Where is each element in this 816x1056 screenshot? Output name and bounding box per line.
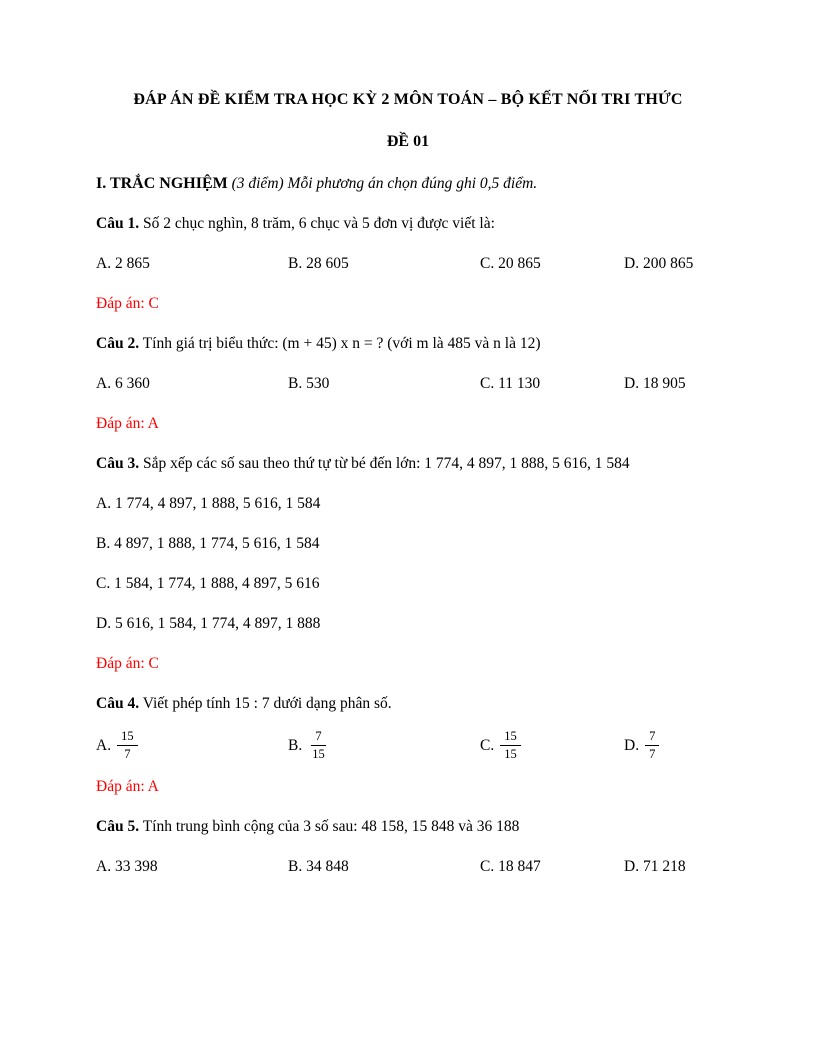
question-5-option-d — [624, 857, 720, 877]
option-key: B. — [288, 255, 303, 272]
question-4-stem: Viết phép tính 15 : 7 dưới dạng phân số. — [142, 695, 392, 712]
section-note: (3 điểm) Mỗi phương án chọn đúng ghi 0,5 điểm. — [231, 175, 538, 192]
option-key: A. — [96, 858, 112, 875]
option-text: 6 360 — [114, 375, 150, 392]
fraction-denominator: 15 — [312, 747, 325, 761]
option-text: 4 897, 1 888, 1 774, 5 616, 1 584 — [114, 535, 320, 552]
fraction-numerator: 15 — [500, 729, 521, 746]
question-1-option-b — [288, 254, 480, 274]
question-3-label: Câu 3. — [96, 455, 140, 472]
question-3-option-a — [96, 494, 720, 514]
option-key: C. — [480, 255, 495, 272]
fraction — [500, 729, 521, 762]
fraction — [645, 729, 659, 762]
option-key: A. — [96, 375, 112, 392]
question-3-options — [96, 494, 720, 634]
option-text: 18 905 — [642, 375, 686, 392]
question-4-answer: Đáp án: A — [96, 778, 159, 795]
option-text: 33 398 — [114, 858, 158, 875]
question-1-stem: Số 2 chục nghìn, 8 trăm, 6 chục và 5 đơn vị được viết là: — [142, 215, 495, 232]
section-heading: I. TRẮC NGHIỆM — [96, 175, 228, 192]
option-text: 11 130 — [498, 375, 541, 392]
question-4-options — [96, 730, 720, 763]
option-text: 530 — [306, 375, 330, 392]
question-1-answer: Đáp án: C — [96, 295, 159, 312]
question-4-text — [96, 694, 720, 714]
option-key: D. — [624, 255, 640, 272]
option-text: 34 848 — [306, 858, 349, 875]
fraction — [308, 729, 329, 762]
option-key: C. — [480, 858, 495, 875]
question-5-text — [96, 817, 720, 837]
question-3-stem: Sắp xếp các số sau theo thứ tự từ bé đến lớn: 1 774, 4 897, 1 888, 5 616, 1 584 — [142, 455, 630, 472]
option-text: 2 865 — [114, 255, 150, 272]
fraction-denominator: 7 — [124, 747, 131, 761]
option-key: A. — [96, 737, 112, 755]
question-4-option-c — [480, 730, 624, 763]
fraction-numerator: 15 — [117, 729, 138, 746]
question-4-option-a — [96, 730, 288, 763]
question-2-options — [96, 374, 720, 394]
option-text: 18 847 — [498, 858, 541, 875]
question-3-option-c — [96, 574, 720, 594]
question-2-label: Câu 2. — [96, 335, 140, 352]
question-3-option-b — [96, 534, 720, 554]
question-1-options — [96, 254, 720, 274]
question-1-option-c — [480, 254, 624, 274]
question-4-option-d — [624, 730, 720, 763]
question-5-options — [96, 857, 720, 877]
fraction-denominator: 7 — [649, 747, 656, 761]
fraction-numerator: 7 — [645, 729, 659, 746]
option-text: 1 774, 4 897, 1 888, 5 616, 1 584 — [114, 495, 321, 512]
question-5-option-a — [96, 857, 288, 877]
question-4-option-b — [288, 730, 480, 763]
question-1-text — [96, 214, 720, 234]
question-3-text — [96, 454, 720, 474]
fraction-denominator: 15 — [504, 747, 517, 761]
question-5-stem: Tính trung bình cộng của 3 số sau: 48 158, 15 848 và 36 188 — [142, 818, 520, 835]
option-key: C. — [480, 737, 495, 755]
option-text: 200 865 — [642, 255, 694, 272]
fraction-numerator: 7 — [311, 729, 325, 746]
question-2-option-b — [288, 374, 480, 394]
question-5-option-b — [288, 857, 480, 877]
question-5-label: Câu 5. — [96, 818, 140, 835]
option-text: 5 616, 1 584, 1 774, 4 897, 1 888 — [114, 615, 321, 632]
option-key: D. — [96, 615, 112, 632]
option-key: B. — [288, 737, 303, 755]
option-text: 28 605 — [306, 255, 349, 272]
question-1-option-d — [624, 254, 720, 274]
option-key: D. — [624, 737, 640, 755]
section-heading-line — [96, 174, 720, 194]
question-2-text — [96, 334, 720, 354]
option-key: D. — [624, 375, 640, 392]
document-title: ĐÁP ÁN ĐỀ KIỂM TRA HỌC KỲ 2 MÔN TOÁN – BỘ KẾT NỐI TRI THỨC — [133, 91, 683, 108]
option-key: A. — [96, 495, 112, 512]
option-text: 20 865 — [498, 255, 541, 272]
question-2-option-c — [480, 374, 624, 394]
question-4-label: Câu 4. — [96, 695, 140, 712]
option-text: 1 584, 1 774, 1 888, 4 897, 5 616 — [114, 575, 320, 592]
question-1-label: Câu 1. — [96, 215, 140, 232]
document-subtitle: ĐỀ 01 — [386, 133, 430, 150]
option-key: B. — [288, 858, 303, 875]
option-text: 71 218 — [642, 858, 686, 875]
question-5-option-c — [480, 857, 624, 877]
option-key: C. — [96, 575, 111, 592]
question-3-option-d — [96, 614, 720, 634]
fraction — [117, 729, 138, 762]
question-2-option-a — [96, 374, 288, 394]
question-3-answer: Đáp án: C — [96, 655, 159, 672]
option-key: B. — [96, 535, 111, 552]
question-2-stem: Tính giá trị biểu thức: (m + 45) x n = ? (với m là 485 và n là 12) — [142, 335, 541, 352]
option-key: A. — [96, 255, 112, 272]
option-key: D. — [624, 858, 640, 875]
option-key: C. — [480, 375, 495, 392]
option-key: B. — [288, 375, 303, 392]
question-2-option-d — [624, 374, 720, 394]
question-1-option-a — [96, 254, 288, 274]
question-2-answer: Đáp án: A — [96, 415, 159, 432]
